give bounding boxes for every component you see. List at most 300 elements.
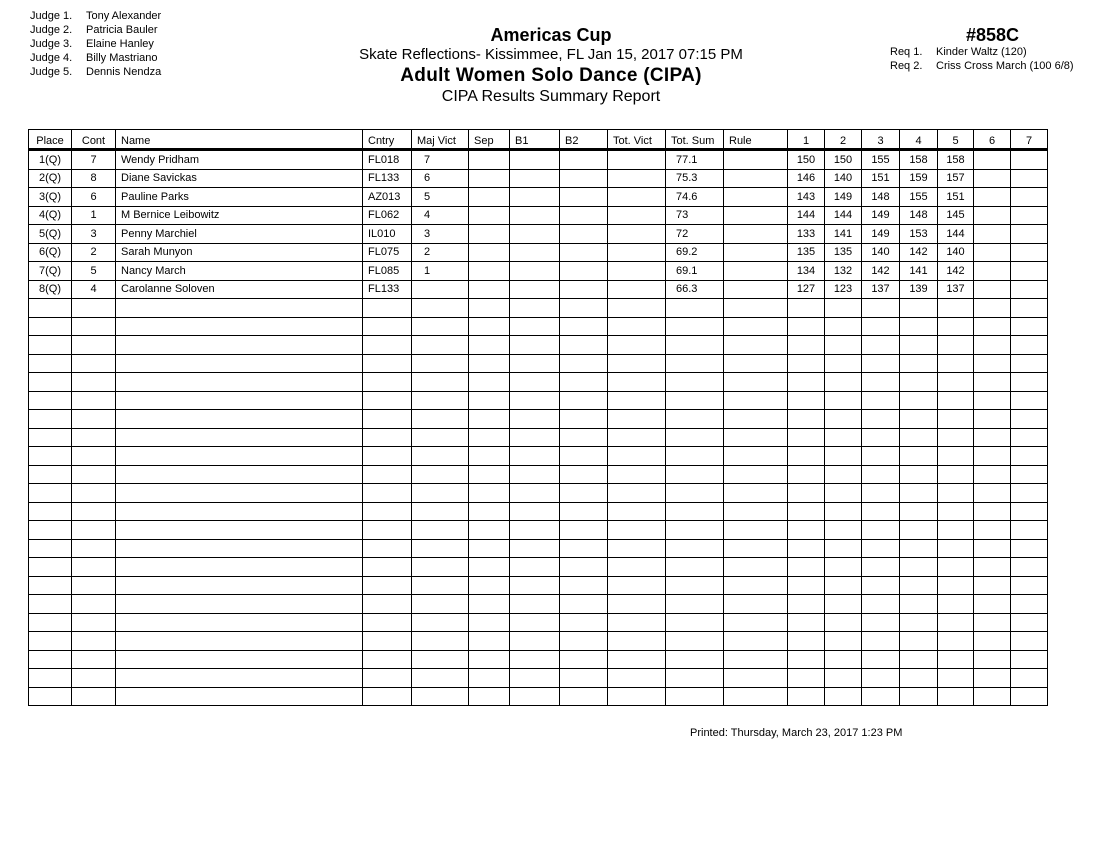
table-row	[29, 206, 1048, 225]
b2-cell	[560, 354, 608, 373]
separation-cell	[469, 243, 510, 262]
club-code-cell	[363, 465, 412, 484]
judge-6-score-cell	[974, 447, 1011, 466]
table-row	[29, 243, 1048, 262]
total-sum-cell	[666, 354, 724, 373]
judge-5-score-cell: 137	[938, 280, 974, 299]
b2-cell	[560, 299, 608, 318]
judge-7-score-cell	[1011, 169, 1048, 188]
judge-1-score-cell	[788, 502, 825, 521]
contestant-number-cell	[72, 317, 116, 336]
judge-5-score-cell	[938, 373, 974, 392]
majority-victories-cell	[412, 465, 469, 484]
judge-5-score-cell: 151	[938, 188, 974, 207]
separation-cell	[469, 558, 510, 577]
judge-2-score-cell	[825, 465, 862, 484]
judge-2-score-cell	[825, 428, 862, 447]
total-sum-cell	[666, 410, 724, 429]
total-sum-cell	[666, 521, 724, 540]
total-victories-cell	[608, 632, 666, 651]
empty-table-row	[29, 595, 1048, 614]
table-row	[29, 169, 1048, 188]
judge-3: Judge 3. Elaine Hanley	[30, 38, 154, 50]
judge-1-score-cell	[788, 687, 825, 706]
judge-7-score-cell	[1011, 354, 1048, 373]
place-cell: 3(Q)	[29, 188, 72, 207]
judge-name: Billy Mastriano	[86, 52, 158, 64]
rule-cell	[724, 169, 788, 188]
b1-cell	[510, 521, 560, 540]
empty-table-row	[29, 354, 1048, 373]
total-sum-cell	[666, 502, 724, 521]
club-code-cell	[363, 373, 412, 392]
total-victories-cell	[608, 262, 666, 281]
judge-5-score-cell	[938, 317, 974, 336]
empty-table-row	[29, 373, 1048, 392]
total-sum-cell	[666, 465, 724, 484]
contestant-number-cell	[72, 576, 116, 595]
judge-1-score-cell	[788, 299, 825, 318]
judge-3-score-cell	[862, 595, 900, 614]
judge-1-score-cell	[788, 428, 825, 447]
club-code-cell: FL085	[363, 262, 412, 281]
b1-cell	[510, 243, 560, 262]
total-victories-cell	[608, 521, 666, 540]
judge-7-score-cell	[1011, 484, 1048, 503]
b1-cell	[510, 169, 560, 188]
b1-cell	[510, 650, 560, 669]
judge-6-score-cell	[974, 206, 1011, 225]
judge-1-score-cell	[788, 669, 825, 688]
club-code-cell	[363, 650, 412, 669]
judge-4-score-cell	[900, 391, 938, 410]
skater-name-cell	[116, 687, 363, 706]
b1-cell	[510, 632, 560, 651]
judge-4-score-cell	[900, 521, 938, 540]
total-victories-cell	[608, 687, 666, 706]
judge-4-score-cell	[900, 373, 938, 392]
judge-2-score-cell	[825, 502, 862, 521]
judge-7-score-cell	[1011, 262, 1048, 281]
requirement-1: Req 1. Kinder Waltz (120)	[890, 46, 1027, 58]
majority-victories-cell	[412, 484, 469, 503]
judge-3-score-cell	[862, 391, 900, 410]
judge-5-score-cell	[938, 650, 974, 669]
skater-name-cell	[116, 299, 363, 318]
judge-4-score-cell	[900, 669, 938, 688]
judge-5-score-cell	[938, 613, 974, 632]
total-sum-cell: 69.1	[666, 262, 724, 281]
judge-1-score-cell	[788, 595, 825, 614]
rule-cell	[724, 465, 788, 484]
judge-2-score-cell	[825, 484, 862, 503]
place-cell: 4(Q)	[29, 206, 72, 225]
contestant-number-cell	[72, 539, 116, 558]
separation-cell	[469, 632, 510, 651]
club-code-cell	[363, 558, 412, 577]
judge-6-score-cell	[974, 576, 1011, 595]
total-victories-cell	[608, 354, 666, 373]
judge-2-score-cell: 144	[825, 206, 862, 225]
contestant-number-cell	[72, 391, 116, 410]
judge-6-score-cell	[974, 391, 1011, 410]
club-code-cell	[363, 669, 412, 688]
b1-cell	[510, 447, 560, 466]
separation-cell	[469, 317, 510, 336]
club-code-cell	[363, 299, 412, 318]
contestant-number-cell	[72, 447, 116, 466]
judge-4-score-cell	[900, 687, 938, 706]
contestant-number-cell: 8	[72, 169, 116, 188]
rule-cell	[724, 188, 788, 207]
b2-cell	[560, 373, 608, 392]
separation-cell	[469, 669, 510, 688]
judge-1-score-cell: 144	[788, 206, 825, 225]
place-cell	[29, 373, 72, 392]
place-cell	[29, 687, 72, 706]
skater-name-cell	[116, 576, 363, 595]
judge-5-score-cell	[938, 410, 974, 429]
judge-1-score-cell: 143	[788, 188, 825, 207]
b1-cell	[510, 150, 560, 170]
b1-cell	[510, 206, 560, 225]
judge-6-score-cell	[974, 188, 1011, 207]
majority-victories-cell: 5	[412, 188, 469, 207]
judge-2-score-cell	[825, 650, 862, 669]
judge-6-score-cell	[974, 484, 1011, 503]
judge-6-score-cell	[974, 243, 1011, 262]
judge-6-score-cell	[974, 428, 1011, 447]
empty-table-row	[29, 669, 1048, 688]
contestant-number-cell	[72, 558, 116, 577]
judge-6-score-cell	[974, 521, 1011, 540]
b1-cell	[510, 613, 560, 632]
judge-3-score-cell: 142	[862, 262, 900, 281]
place-cell	[29, 521, 72, 540]
judge-3-score-cell	[862, 428, 900, 447]
skater-name-cell	[116, 391, 363, 410]
judge-3-score-cell	[862, 410, 900, 429]
place-cell: 2(Q)	[29, 169, 72, 188]
judge-6-score-cell	[974, 150, 1011, 170]
col-header-b1: B1	[510, 130, 560, 150]
separation-cell	[469, 576, 510, 595]
judge-5-score-cell	[938, 669, 974, 688]
judge-3-score-cell: 149	[862, 225, 900, 244]
judge-4-score-cell: 141	[900, 262, 938, 281]
skater-name-cell: Sarah Munyon	[116, 243, 363, 262]
place-cell	[29, 613, 72, 632]
total-sum-cell	[666, 317, 724, 336]
col-header-judge-3: 3	[862, 130, 900, 150]
place-cell	[29, 650, 72, 669]
b2-cell	[560, 262, 608, 281]
b2-cell	[560, 410, 608, 429]
judge-5-score-cell: 157	[938, 169, 974, 188]
rule-cell	[724, 539, 788, 558]
club-code-cell	[363, 354, 412, 373]
empty-table-row	[29, 447, 1048, 466]
majority-victories-cell	[412, 336, 469, 355]
majority-victories-cell	[412, 595, 469, 614]
skater-name-cell	[116, 428, 363, 447]
majority-victories-cell	[412, 391, 469, 410]
judge-2-score-cell	[825, 595, 862, 614]
separation-cell	[469, 150, 510, 170]
skater-name-cell: Nancy March	[116, 262, 363, 281]
b2-cell	[560, 206, 608, 225]
judge-4-score-cell: 148	[900, 206, 938, 225]
judge-3-score-cell	[862, 539, 900, 558]
judge-2-score-cell	[825, 447, 862, 466]
separation-cell	[469, 447, 510, 466]
total-sum-cell	[666, 576, 724, 595]
b1-cell	[510, 373, 560, 392]
majority-victories-cell: 6	[412, 169, 469, 188]
separation-cell	[469, 650, 510, 669]
club-code-cell	[363, 447, 412, 466]
judge-4-score-cell: 158	[900, 150, 938, 170]
judge-6-score-cell	[974, 595, 1011, 614]
rule-cell	[724, 687, 788, 706]
judge-1-score-cell	[788, 539, 825, 558]
report-header	[300, 24, 802, 107]
skater-name-cell: M Bernice Leibowitz	[116, 206, 363, 225]
total-sum-cell	[666, 299, 724, 318]
total-sum-cell	[666, 539, 724, 558]
club-code-cell	[363, 595, 412, 614]
rule-cell	[724, 632, 788, 651]
judge-7-score-cell	[1011, 576, 1048, 595]
b1-cell	[510, 262, 560, 281]
place-cell	[29, 336, 72, 355]
place-cell: 1(Q)	[29, 150, 72, 170]
total-victories-cell	[608, 169, 666, 188]
judge-1-score-cell	[788, 613, 825, 632]
judge-1-score-cell: 134	[788, 262, 825, 281]
total-victories-cell	[608, 373, 666, 392]
total-sum-cell	[666, 428, 724, 447]
place-cell	[29, 391, 72, 410]
contestant-number-cell	[72, 336, 116, 355]
b1-cell	[510, 595, 560, 614]
b2-cell	[560, 150, 608, 170]
venue-datetime: Skate Reflections- Kissimmee, FL Jan 15, 2017 07:15 PM	[359, 46, 743, 63]
place-cell	[29, 632, 72, 651]
place-cell	[29, 447, 72, 466]
judge-3-score-cell	[862, 484, 900, 503]
separation-cell	[469, 280, 510, 299]
b1-cell	[510, 317, 560, 336]
skater-name-cell	[116, 613, 363, 632]
contestant-number-cell	[72, 687, 116, 706]
rule-cell	[724, 521, 788, 540]
total-sum-cell	[666, 558, 724, 577]
b2-cell	[560, 669, 608, 688]
place-cell: 7(Q)	[29, 262, 72, 281]
judge-7-score-cell	[1011, 410, 1048, 429]
judge-4-score-cell	[900, 539, 938, 558]
club-code-cell	[363, 539, 412, 558]
b1-cell	[510, 354, 560, 373]
judge-7-score-cell	[1011, 150, 1048, 170]
judge-5-score-cell	[938, 502, 974, 521]
judge-2-score-cell: 141	[825, 225, 862, 244]
place-cell: 6(Q)	[29, 243, 72, 262]
separation-cell	[469, 613, 510, 632]
total-victories-cell	[608, 502, 666, 521]
judge-1-score-cell	[788, 447, 825, 466]
separation-cell	[469, 336, 510, 355]
empty-table-row	[29, 391, 1048, 410]
b1-cell	[510, 558, 560, 577]
contestant-number-cell	[72, 669, 116, 688]
judge-2-score-cell	[825, 391, 862, 410]
separation-cell	[469, 188, 510, 207]
judge-2-score-cell	[825, 336, 862, 355]
empty-table-row	[29, 521, 1048, 540]
majority-victories-cell	[412, 521, 469, 540]
judge-7-score-cell	[1011, 225, 1048, 244]
majority-victories-cell	[412, 539, 469, 558]
separation-cell	[469, 484, 510, 503]
majority-victories-cell	[412, 373, 469, 392]
skater-name-cell	[116, 669, 363, 688]
rule-cell	[724, 206, 788, 225]
contestant-number-cell	[72, 465, 116, 484]
judge-2-score-cell: 135	[825, 243, 862, 262]
skater-name-cell: Wendy Pridham	[116, 150, 363, 170]
separation-cell	[469, 410, 510, 429]
b2-cell	[560, 595, 608, 614]
skater-name-cell: Carolanne Soloven	[116, 280, 363, 299]
judge-5-score-cell	[938, 558, 974, 577]
place-cell	[29, 595, 72, 614]
col-header-cont: Cont	[72, 130, 116, 150]
total-victories-cell	[608, 576, 666, 595]
club-code-cell	[363, 502, 412, 521]
skater-name-cell	[116, 410, 363, 429]
total-sum-cell	[666, 484, 724, 503]
judge-5-score-cell	[938, 299, 974, 318]
judge-name: Dennis Nendza	[86, 66, 162, 78]
judge-5-score-cell	[938, 465, 974, 484]
judge-6-score-cell	[974, 373, 1011, 392]
col-header-judge-2: 2	[825, 130, 862, 150]
rule-cell	[724, 225, 788, 244]
requirement-2: Req 2. Criss Cross March (100 6/8)	[890, 60, 1074, 72]
separation-cell	[469, 391, 510, 410]
contestant-number-cell: 2	[72, 243, 116, 262]
b2-cell	[560, 558, 608, 577]
majority-victories-cell	[412, 502, 469, 521]
rule-cell	[724, 299, 788, 318]
judge-7-score-cell	[1011, 632, 1048, 651]
club-code-cell	[363, 336, 412, 355]
club-code-cell: IL010	[363, 225, 412, 244]
judge-5-score-cell: 158	[938, 150, 974, 170]
place-cell	[29, 502, 72, 521]
judge-5: Judge 5. Dennis Nendza	[30, 66, 162, 78]
club-code-cell	[363, 632, 412, 651]
judge-2-score-cell	[825, 687, 862, 706]
judge-4-score-cell: 142	[900, 243, 938, 262]
judge-1-score-cell: 133	[788, 225, 825, 244]
judge-4-score-cell	[900, 595, 938, 614]
skater-name-cell: Diane Savickas	[116, 169, 363, 188]
judge-7-score-cell	[1011, 613, 1048, 632]
club-code-cell: FL133	[363, 280, 412, 299]
judge-name: Patricia Bauler	[86, 24, 158, 36]
competition-title: Americas Cup	[490, 25, 612, 45]
total-sum-cell	[666, 391, 724, 410]
judge-3-score-cell	[862, 576, 900, 595]
skater-name-cell	[116, 521, 363, 540]
contestant-number-cell	[72, 632, 116, 651]
judge-4-score-cell	[900, 410, 938, 429]
judge-4-score-cell: 159	[900, 169, 938, 188]
separation-cell	[469, 225, 510, 244]
judge-2-score-cell	[825, 410, 862, 429]
skater-name-cell	[116, 632, 363, 651]
skater-name-cell	[116, 317, 363, 336]
b2-cell	[560, 576, 608, 595]
total-sum-cell: 69.2	[666, 243, 724, 262]
contestant-number-cell	[72, 502, 116, 521]
empty-table-row	[29, 502, 1048, 521]
judge-7-score-cell	[1011, 336, 1048, 355]
contestant-number-cell: 3	[72, 225, 116, 244]
club-code-cell: AZ013	[363, 188, 412, 207]
majority-victories-cell	[412, 613, 469, 632]
judge-3-score-cell: 155	[862, 150, 900, 170]
judge-2-score-cell	[825, 558, 862, 577]
club-code-cell: FL133	[363, 169, 412, 188]
judge-2-score-cell	[825, 576, 862, 595]
judge-2-score-cell: 140	[825, 169, 862, 188]
b2-cell	[560, 169, 608, 188]
judge-1-score-cell: 146	[788, 169, 825, 188]
judge-6-score-cell	[974, 317, 1011, 336]
b1-cell	[510, 280, 560, 299]
judge-5-score-cell	[938, 354, 974, 373]
judge-6-score-cell	[974, 354, 1011, 373]
judge-2-score-cell: 123	[825, 280, 862, 299]
empty-table-row	[29, 576, 1048, 595]
place-cell	[29, 539, 72, 558]
place-cell: 5(Q)	[29, 225, 72, 244]
judge-3-score-cell	[862, 521, 900, 540]
club-code-cell	[363, 687, 412, 706]
b1-cell	[510, 669, 560, 688]
separation-cell	[469, 373, 510, 392]
judge-3-score-cell	[862, 447, 900, 466]
total-victories-cell	[608, 539, 666, 558]
majority-victories-cell	[412, 669, 469, 688]
judge-4-score-cell	[900, 576, 938, 595]
judge-1-score-cell	[788, 317, 825, 336]
judge-7-score-cell	[1011, 558, 1048, 577]
contestant-number-cell: 5	[72, 262, 116, 281]
total-sum-cell	[666, 595, 724, 614]
judge-2-score-cell	[825, 521, 862, 540]
rule-cell	[724, 650, 788, 669]
judge-3-score-cell	[862, 558, 900, 577]
report-title: CIPA Results Summary Report	[441, 88, 661, 105]
skater-name-cell	[116, 336, 363, 355]
judge-6-score-cell	[974, 225, 1011, 244]
judge-5-score-cell	[938, 447, 974, 466]
